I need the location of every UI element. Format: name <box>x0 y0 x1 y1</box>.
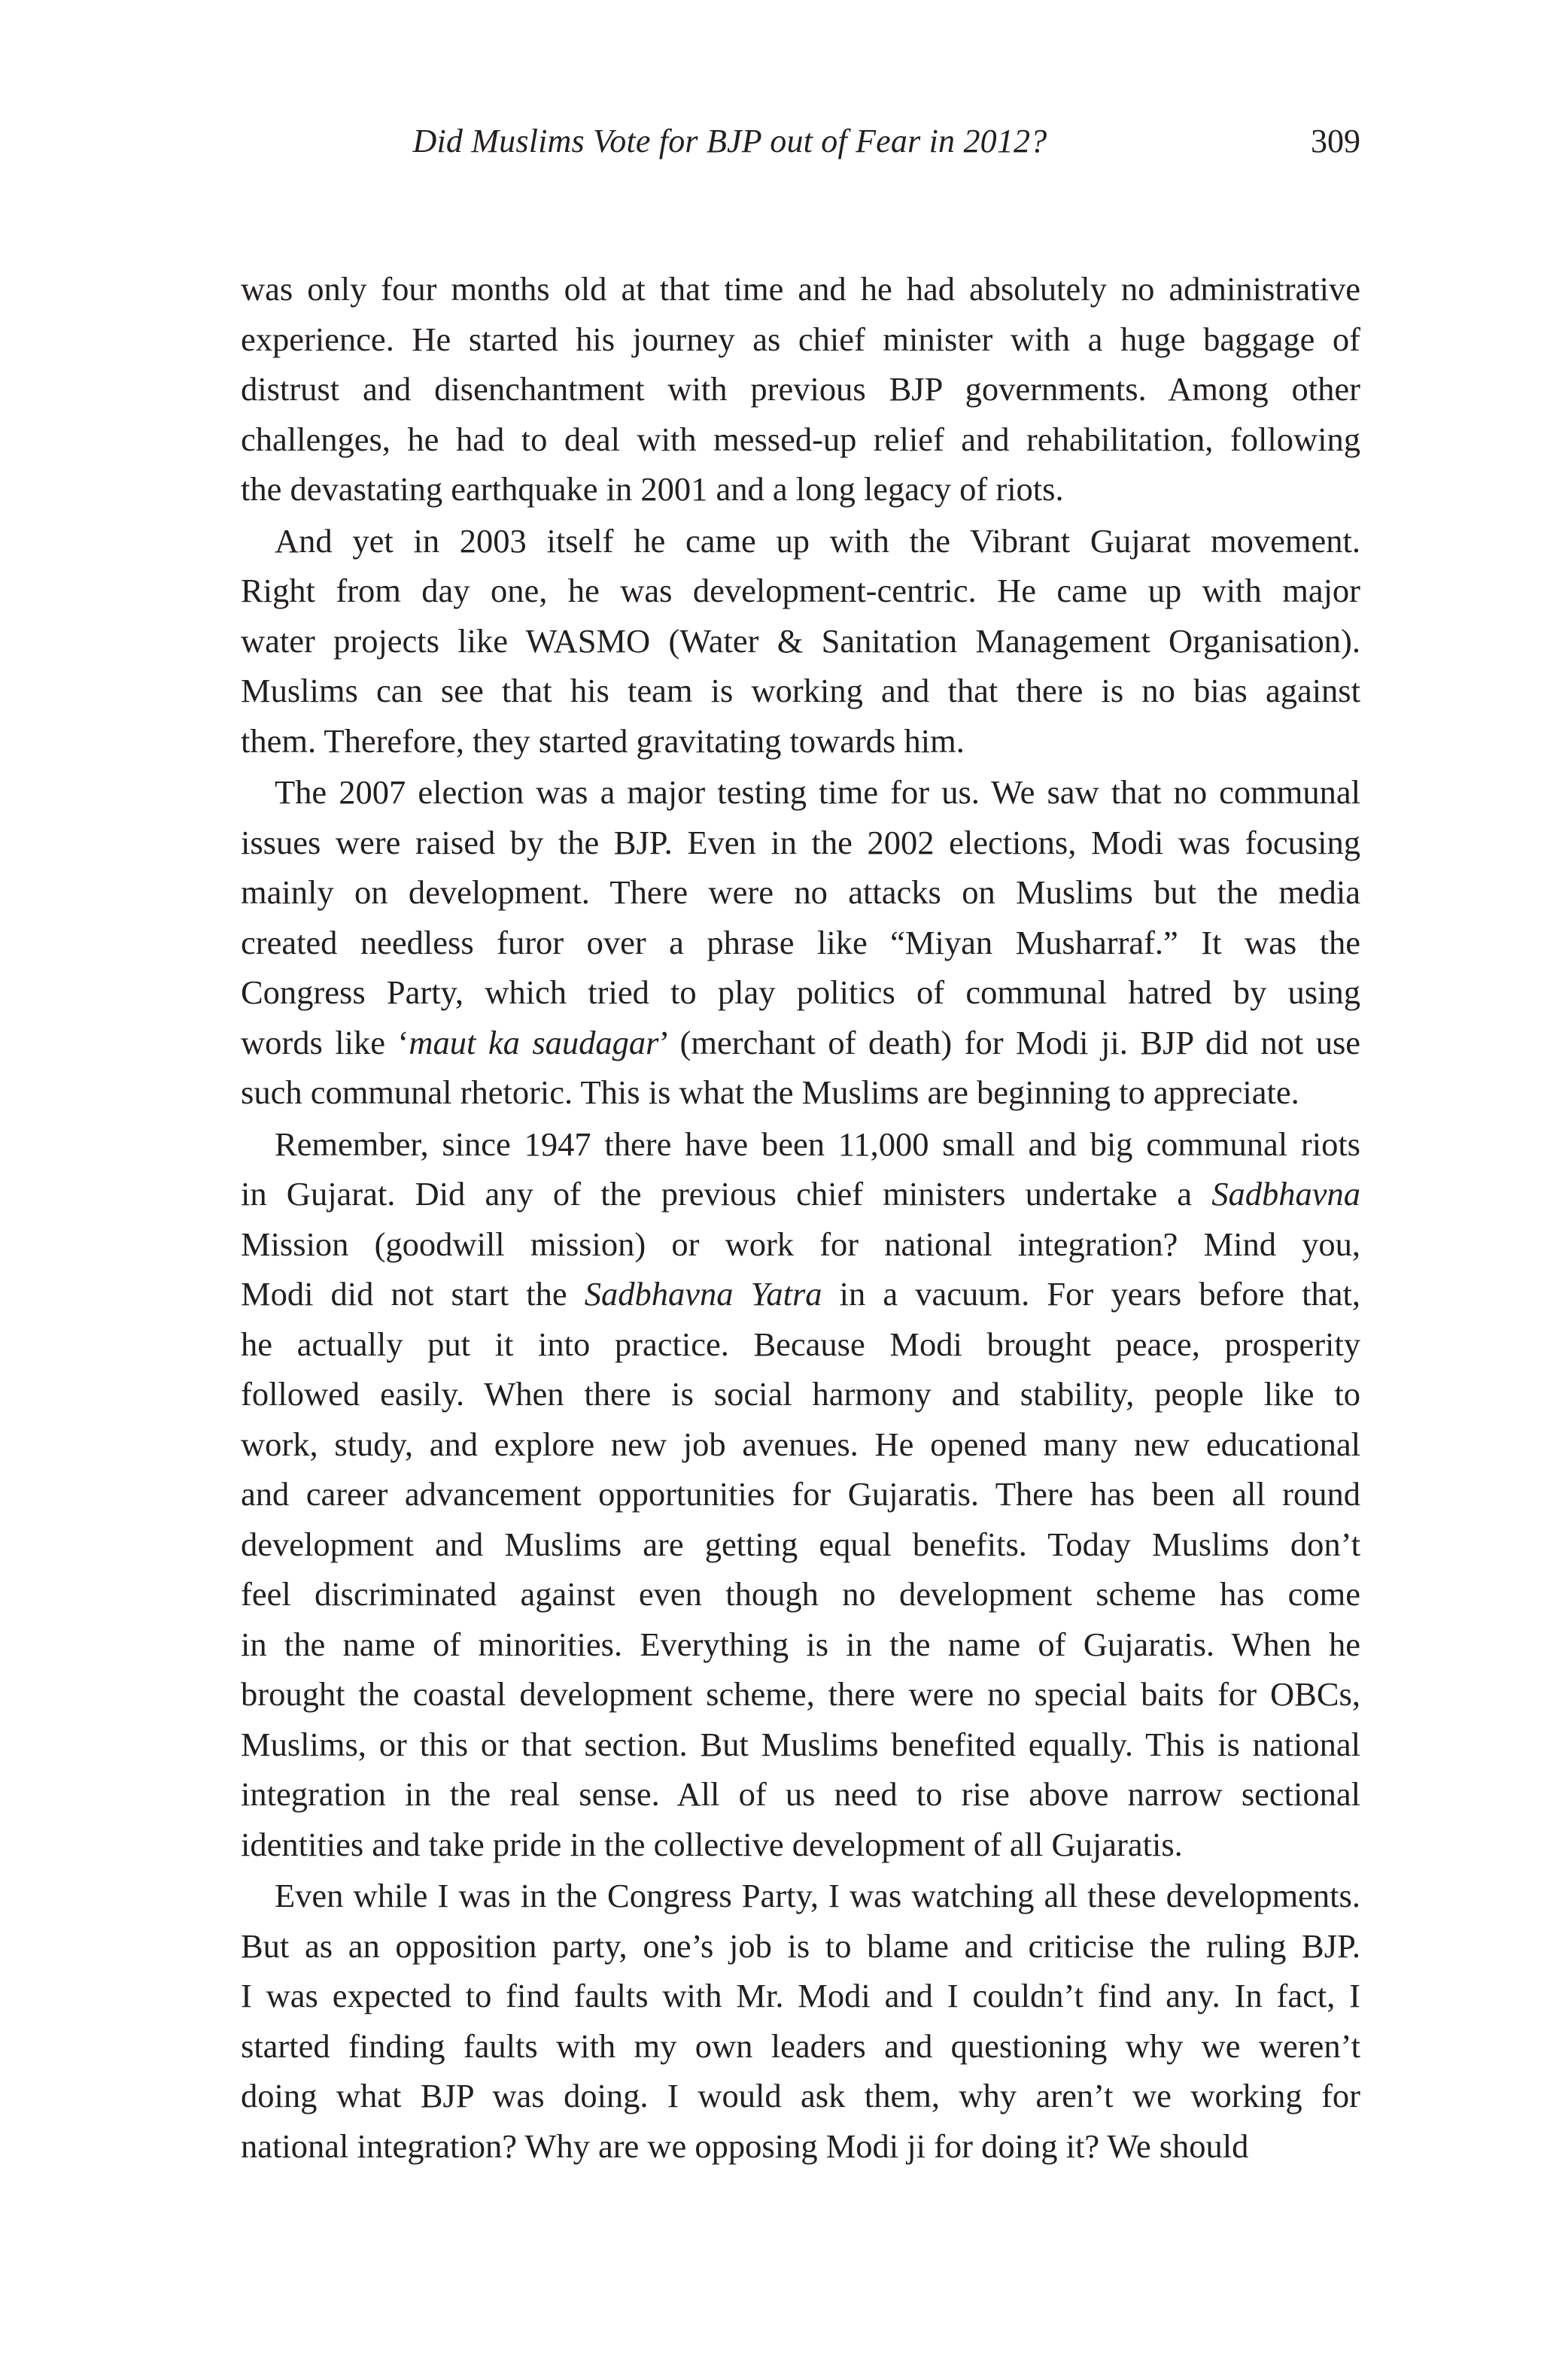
paragraph <box>241 516 1360 767</box>
text-line: brought the coastal development scheme, there were no special baits for OBCs, <box>241 1675 1360 1713</box>
text-line: Even while I was in the Congress Party, I was watching all these developments. <box>275 1877 1360 1914</box>
text-line: development and Muslims are getting equal benefits. Today Muslims don’t <box>241 1525 1360 1563</box>
text-line: followed easily. When there is social harmony and stability, people like to <box>241 1375 1360 1413</box>
italic-term: Sadbhavna <box>1211 1175 1360 1213</box>
text-line: The 2007 election was a major testing time for us. We saw that no communal <box>275 773 1360 811</box>
text-line: Congress Party, which tried to play politics of communal hatred by using <box>241 973 1360 1011</box>
text-line: them. Therefore, they started gravitating towards him. <box>241 721 965 760</box>
running-head <box>241 119 1360 164</box>
text-line: such communal rhetoric. This is what the Muslims are beginning to appreciate. <box>241 1073 1299 1111</box>
text-line: Remember, since 1947 there have been 11,000 small and big communal riots <box>275 1125 1360 1163</box>
text-line: Mission (goodwill mission) or work for national integration? Mind you, <box>241 1225 1360 1263</box>
text-line: was only four months old at that time and he had absolutely no administrative <box>241 270 1360 308</box>
page-number: 309 <box>1311 123 1360 159</box>
text-line: and career advancement opportunities for Gujaratis. There has been all round <box>241 1475 1360 1513</box>
paragraph <box>241 1871 1360 2171</box>
text-line: in the name of minorities. Everything is in the name of Gujaratis. When he <box>241 1625 1360 1663</box>
text-line: experience. He started his journey as chief minister with a huge baggage of <box>241 320 1360 358</box>
text-line: issues were raised by the BJP. Even in the 2002 elections, Modi was focusing <box>241 823 1360 861</box>
text-line: words like ‘maut ka saudagar’ (merchant of death) for Modi ji. BJP did not use <box>241 1023 1361 1061</box>
text-line: he actually put it into practice. Because Modi brought peace, prosperity <box>241 1325 1360 1363</box>
text-line: I was expected to find faults with Mr. Modi and I couldn’t find any. In fact, I <box>241 1977 1360 2014</box>
running-title: Did Muslims Vote for BJP out of Fear in 2012? <box>412 123 1047 159</box>
text-line: feel discriminated against even though no development scheme has come <box>241 1575 1360 1613</box>
text-line: work, study, and explore new job avenues. He opened many new educational <box>241 1425 1360 1463</box>
text-line: water projects like WASMO (Water & Sanitation Management Organisation). <box>241 621 1360 660</box>
text-line: distrust and disenchantment with previous BJP governments. Among other <box>241 370 1360 408</box>
text-line: identities and take pride in the collective development of all Gujaratis. <box>241 1825 1183 1863</box>
text-line: in Gujarat. Did any of the previous chief ministers undertake a Sadbhavna <box>241 1175 1360 1213</box>
text-line: mainly on development. There were no attacks on Muslims but the media <box>241 873 1360 911</box>
body-text <box>241 264 1360 2171</box>
text-line: Modi did not start the Sadbhavna Yatra in a vacuum. For years before that, <box>241 1275 1360 1313</box>
text-line: Muslims, or this or that section. But Muslims benefited equally. This is national <box>241 1725 1360 1763</box>
text-line: And yet in 2003 itself he came up with the Vibrant Gujarat movement. <box>275 521 1360 560</box>
text-line: started finding faults with my own leaders and questioning why we weren’t <box>241 2026 1360 2065</box>
paragraph <box>241 767 1360 1118</box>
paragraph <box>241 1119 1360 1870</box>
text-line: challenges, he had to deal with messed-up relief and rehabilitation, following <box>241 420 1360 458</box>
text-line: Right from day one, he was development-centric. He came up with major <box>241 572 1360 609</box>
text-line: integration in the real sense. All of us need to rise above narrow sectional <box>241 1775 1360 1813</box>
text-line: national integration? Why are we opposing Modi ji for doing it? We should <box>241 2127 1249 2165</box>
italic-term: Sadbhavna Yatra <box>584 1275 822 1313</box>
text-line: the devastating earthquake in 2001 and a long legacy of riots. <box>241 470 1064 508</box>
text-line: But as an opposition party, one’s job is to blame and criticise the ruling BJP. <box>241 1926 1360 1965</box>
text-line: doing what BJP was doing. I would ask them, why aren’t we working for <box>241 2077 1360 2114</box>
italic-term: maut ka saudagar <box>409 1023 659 1061</box>
text-line: Muslims can see that his team is working and that there is no bias against <box>241 672 1360 709</box>
paragraph <box>241 264 1360 515</box>
text-line: created needless furor over a phrase like “Miyan Musharraf.” It was the <box>241 923 1360 961</box>
